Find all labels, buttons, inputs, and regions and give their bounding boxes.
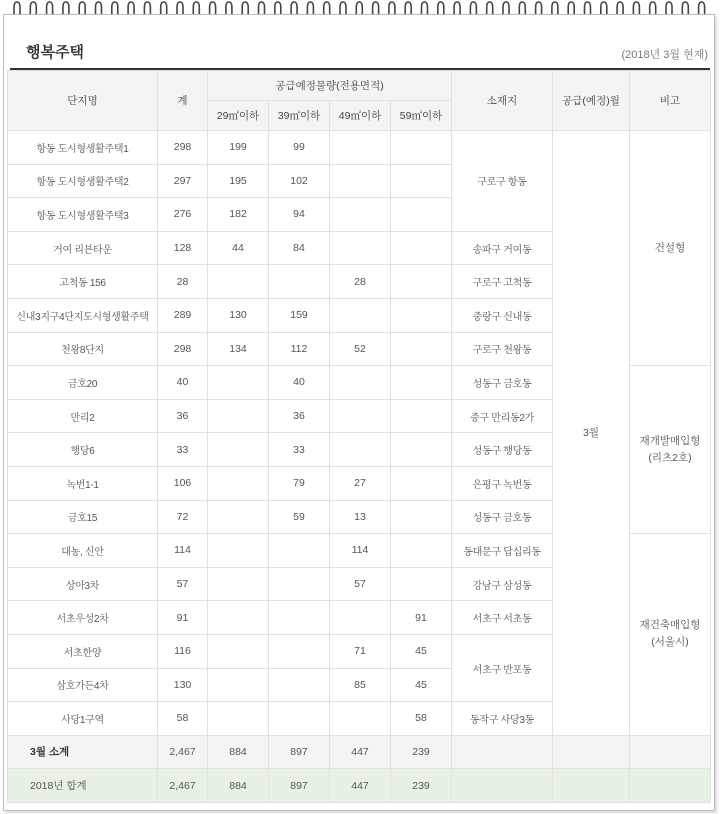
units-59sqm xyxy=(391,366,452,400)
units-29sqm: 134 xyxy=(208,332,269,366)
grand-total-row-29sqm: 884 xyxy=(208,769,269,803)
unit-total: 297 xyxy=(158,164,208,198)
grand-total-row-location-empty xyxy=(452,769,553,803)
units-39sqm xyxy=(269,265,330,299)
units-29sqm: 44 xyxy=(208,231,269,265)
page-title: 행복주택 xyxy=(26,43,84,61)
complex-name: 금호20 xyxy=(8,366,158,400)
units-59sqm xyxy=(391,231,452,265)
units-49sqm: 52 xyxy=(330,332,391,366)
units-59sqm xyxy=(391,534,452,568)
units-49sqm: 57 xyxy=(330,567,391,601)
units-59sqm: 45 xyxy=(391,668,452,702)
units-49sqm: 27 xyxy=(330,466,391,500)
header-size-39: 39㎡이하 xyxy=(269,101,330,131)
units-39sqm: 59 xyxy=(269,500,330,534)
header-size-49: 49㎡이하 xyxy=(330,101,391,131)
location: 중랑구 신내동 xyxy=(452,298,553,332)
complex-name: 사당1구역 xyxy=(8,702,158,736)
grand-total-row-total: 2,467 xyxy=(158,769,208,803)
unit-total: 128 xyxy=(158,231,208,265)
units-59sqm xyxy=(391,433,452,467)
units-59sqm: 45 xyxy=(391,634,452,668)
subtotal-row-label: 3월 소계 xyxy=(8,735,158,769)
unit-total: 276 xyxy=(158,198,208,232)
header-complex: 단지명 xyxy=(8,71,158,131)
units-59sqm xyxy=(391,164,452,198)
unit-total: 28 xyxy=(158,265,208,299)
table-body xyxy=(8,131,711,803)
units-39sqm: 36 xyxy=(269,399,330,433)
location: 서초구 서초동 xyxy=(452,601,553,635)
subtotal-row-49sqm: 447 xyxy=(330,735,391,769)
grand-total-row-59sqm: 239 xyxy=(391,769,452,803)
complex-name: 신내3지구4단지도시형생활주택 xyxy=(8,298,158,332)
units-49sqm xyxy=(330,366,391,400)
complex-name: 고척동 156 xyxy=(8,265,158,299)
units-29sqm xyxy=(208,534,269,568)
units-49sqm xyxy=(330,702,391,736)
units-59sqm xyxy=(391,466,452,500)
units-39sqm xyxy=(269,601,330,635)
header-total: 계 xyxy=(158,71,208,131)
complex-name: 항동 도시형생활주택2 xyxy=(8,164,158,198)
location: 송파구 거여동 xyxy=(452,231,553,265)
supply-month: 3월 xyxy=(553,131,630,736)
subtotal-row-29sqm: 884 xyxy=(208,735,269,769)
units-29sqm: 199 xyxy=(208,131,269,165)
subtotal-row-39sqm: 897 xyxy=(269,735,330,769)
units-39sqm: 102 xyxy=(269,164,330,198)
units-49sqm: 85 xyxy=(330,668,391,702)
unit-total: 36 xyxy=(158,399,208,433)
units-49sqm xyxy=(330,198,391,232)
remark xyxy=(630,131,711,366)
grand-total-row-39sqm: 897 xyxy=(269,769,330,803)
unit-total: 130 xyxy=(158,668,208,702)
grand-total-row-remark-empty xyxy=(630,769,711,803)
units-59sqm xyxy=(391,500,452,534)
complex-name: 항동 도시형생활주택3 xyxy=(8,198,158,232)
units-59sqm: 91 xyxy=(391,601,452,635)
unit-total: 289 xyxy=(158,298,208,332)
units-29sqm xyxy=(208,702,269,736)
header-supply-month: 공급(예정)월 xyxy=(553,71,630,131)
unit-total: 114 xyxy=(158,534,208,568)
units-59sqm: 58 xyxy=(391,702,452,736)
subtotal-row-location-empty xyxy=(452,735,553,769)
units-29sqm: 130 xyxy=(208,298,269,332)
as-of-date: (2018년 3월 현재) xyxy=(621,49,708,61)
subtotal-row-month-empty xyxy=(553,735,630,769)
units-39sqm xyxy=(269,534,330,568)
units-49sqm xyxy=(330,231,391,265)
units-39sqm xyxy=(269,702,330,736)
location: 강남구 삼성동 xyxy=(452,567,553,601)
units-39sqm: 112 xyxy=(269,332,330,366)
complex-name: 금호15 xyxy=(8,500,158,534)
units-29sqm xyxy=(208,466,269,500)
units-49sqm xyxy=(330,433,391,467)
location: 구로구 항동 xyxy=(452,131,553,232)
units-49sqm xyxy=(330,399,391,433)
location: 동대문구 답십리동 xyxy=(452,534,553,568)
units-29sqm xyxy=(208,366,269,400)
remark-type: 재건축매입형 xyxy=(639,619,701,632)
unit-total: 58 xyxy=(158,702,208,736)
units-59sqm xyxy=(391,399,452,433)
unit-total: 33 xyxy=(158,433,208,467)
units-49sqm xyxy=(330,164,391,198)
remark-detail: (서울시) xyxy=(651,636,689,649)
units-39sqm: 94 xyxy=(269,198,330,232)
location: 중구 만리동2가 xyxy=(452,399,553,433)
units-49sqm xyxy=(330,298,391,332)
units-29sqm: 195 xyxy=(208,164,269,198)
units-29sqm xyxy=(208,634,269,668)
units-49sqm xyxy=(330,601,391,635)
units-39sqm: 99 xyxy=(269,131,330,165)
units-59sqm xyxy=(391,298,452,332)
unit-total: 40 xyxy=(158,366,208,400)
grand-total-row-label: 2018년 합계 xyxy=(8,769,158,803)
location: 은평구 녹번동 xyxy=(452,466,553,500)
complex-name: 거여 리븐타운 xyxy=(8,231,158,265)
units-59sqm xyxy=(391,567,452,601)
units-29sqm xyxy=(208,500,269,534)
header-remarks: 비고 xyxy=(630,71,711,131)
units-59sqm xyxy=(391,332,452,366)
units-29sqm xyxy=(208,399,269,433)
location: 서초구 반포동 xyxy=(452,634,553,701)
units-59sqm xyxy=(391,198,452,232)
units-39sqm: 40 xyxy=(269,366,330,400)
units-49sqm: 13 xyxy=(330,500,391,534)
table-row xyxy=(8,131,711,165)
units-39sqm: 84 xyxy=(269,231,330,265)
header-size-29: 29㎡이하 xyxy=(208,101,269,131)
unit-total: 298 xyxy=(158,332,208,366)
remark-type: 재개발매입형 xyxy=(639,434,701,447)
remark-type: 건설형 xyxy=(654,241,686,254)
complex-name: 상아3차 xyxy=(8,567,158,601)
units-59sqm xyxy=(391,131,452,165)
housing-supply-table xyxy=(7,70,711,803)
grand-total-row-month-empty xyxy=(553,769,630,803)
complex-name: 삼호가든4차 xyxy=(8,668,158,702)
units-29sqm xyxy=(208,265,269,299)
grand-total-row-49sqm: 447 xyxy=(330,769,391,803)
header-size-59: 59㎡이하 xyxy=(391,101,452,131)
units-39sqm xyxy=(269,567,330,601)
subtotal-row-total: 2,467 xyxy=(158,735,208,769)
complex-name: 항동 도시형생활주택1 xyxy=(8,131,158,165)
subtotal-row xyxy=(8,735,711,769)
remark-detail: (리츠2호) xyxy=(648,451,692,464)
complex-name: 대농, 신안 xyxy=(8,534,158,568)
units-29sqm xyxy=(208,567,269,601)
unit-total: 72 xyxy=(158,500,208,534)
unit-total: 57 xyxy=(158,567,208,601)
complex-name: 행당6 xyxy=(8,433,158,467)
units-39sqm xyxy=(269,668,330,702)
units-49sqm: 28 xyxy=(330,265,391,299)
unit-total: 298 xyxy=(158,131,208,165)
units-49sqm: 71 xyxy=(330,634,391,668)
units-59sqm xyxy=(391,265,452,299)
unit-total: 106 xyxy=(158,466,208,500)
header-supply-group: 공급예정물량(전용면적) xyxy=(208,71,452,101)
units-49sqm: 114 xyxy=(330,534,391,568)
location: 구로구 고척동 xyxy=(452,265,553,299)
units-29sqm xyxy=(208,668,269,702)
units-49sqm xyxy=(330,131,391,165)
units-39sqm: 79 xyxy=(269,466,330,500)
location: 동작구 사당3동 xyxy=(452,702,553,736)
complex-name: 서초한양 xyxy=(8,634,158,668)
remark xyxy=(630,534,711,736)
unit-total: 91 xyxy=(158,601,208,635)
grand-total-row xyxy=(8,769,711,803)
units-29sqm: 182 xyxy=(208,198,269,232)
units-29sqm xyxy=(208,433,269,467)
complex-name: 서초우성2차 xyxy=(8,601,158,635)
location: 구로구 천왕동 xyxy=(452,332,553,366)
location: 성동구 금호동 xyxy=(452,500,553,534)
location: 성동구 행당동 xyxy=(452,433,553,467)
subtotal-row-remark-empty xyxy=(630,735,711,769)
header-location: 소재지 xyxy=(452,71,553,131)
remark xyxy=(630,366,711,534)
units-39sqm: 159 xyxy=(269,298,330,332)
complex-name: 천왕8단지 xyxy=(8,332,158,366)
unit-total: 116 xyxy=(158,634,208,668)
complex-name: 녹번1-1 xyxy=(8,466,158,500)
units-39sqm: 33 xyxy=(269,433,330,467)
units-39sqm xyxy=(269,634,330,668)
complex-name: 만리2 xyxy=(8,399,158,433)
location: 성동구 금호동 xyxy=(452,366,553,400)
header xyxy=(10,40,712,66)
units-29sqm xyxy=(208,601,269,635)
subtotal-row-59sqm: 239 xyxy=(391,735,452,769)
